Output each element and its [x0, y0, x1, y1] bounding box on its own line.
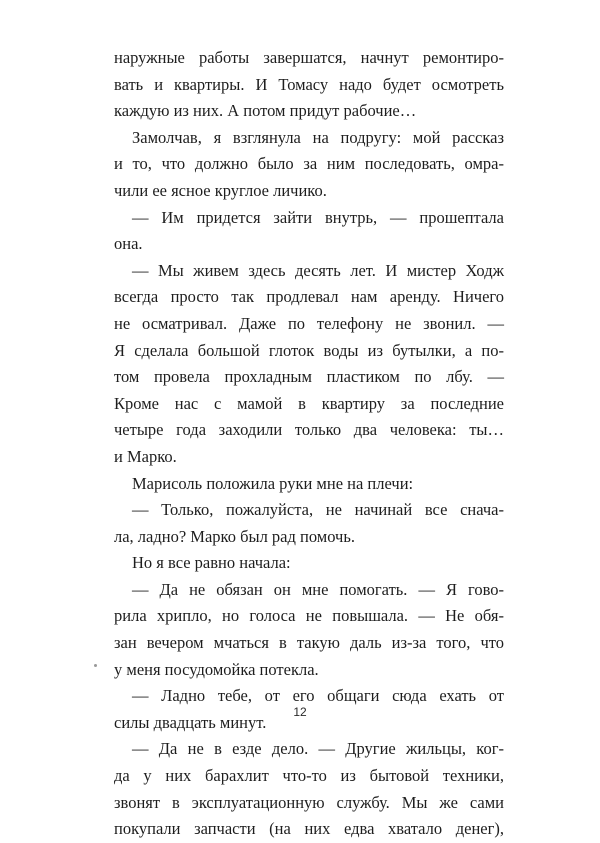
text-line: том провела прохладным пластиком по лбу. —: [114, 367, 504, 387]
text-line: — Мы живем здесь десять лет. И мистер Ходж: [132, 260, 504, 280]
text-line: не осматривал. Даже по телефону не звонил. —: [114, 313, 504, 333]
text-line: — Только, пожалуйста, не начинай все снача-: [132, 500, 504, 520]
text-line: всегда просто так продлевал нам аренду. Ничего: [114, 287, 504, 307]
text-line: покупали запчасти (на них едва хватало денег),: [114, 819, 504, 839]
body-text: [114, 45, 504, 843]
text-line: зан вечером мчаться в такую даль из-за того, что: [114, 633, 504, 653]
text-line: Марисоль положила руки мне на плечи:: [132, 473, 414, 493]
text-line: Но я все равно начала:: [132, 553, 291, 573]
text-line: — Им придется зайти внутрь, — прошептала: [132, 207, 504, 227]
text-line: вать и квартиры. И Томасу надо будет осмотреть: [114, 74, 504, 94]
text-line: Я сделала большой глоток воды из бутылки, а по-: [114, 340, 504, 360]
text-line: Замолчав, я взглянула на подругу: мой рассказ: [132, 127, 504, 147]
text-line: Кроме нас с мамой в квартиру за последние: [114, 393, 504, 413]
text-line: — Да не обязан он мне помогать. — Я гово-: [132, 579, 504, 599]
text-line: и Марко.: [114, 446, 177, 466]
text-line: и то, что должно было за ним последовать, омра-: [114, 154, 504, 174]
text-line: звонят в эксплуатационную службу. Мы же сами: [114, 792, 504, 812]
text-line: чили ее ясное круглое личико.: [114, 180, 327, 200]
text-line: наружные работы завершатся, начнут ремонтиро-: [114, 48, 504, 67]
text-line: рила хрипло, но голоса не повышала. — Не обя-: [114, 606, 504, 626]
text-line: — Ладно тебе, от его общаги сюда ехать от: [132, 686, 504, 706]
text-line: силы двадцать минут.: [114, 712, 267, 732]
page-number: 12: [293, 705, 307, 719]
text-line: ла, ладно? Марко был рад помочь.: [114, 526, 355, 546]
scan-speck: [94, 664, 97, 667]
text-line: каждую из них. А потом придут рабочие…: [114, 101, 417, 121]
text-line: четыре года заходили только два человека: ты…: [114, 420, 504, 440]
text-line: она.: [114, 234, 143, 254]
text-line: — Да не в езде дело. — Другие жильцы, ког-: [132, 739, 504, 759]
text-line: да у них барахлит что-то из бытовой техники,: [114, 766, 504, 786]
text-line: у меня посудомойка потекла.: [114, 659, 319, 679]
